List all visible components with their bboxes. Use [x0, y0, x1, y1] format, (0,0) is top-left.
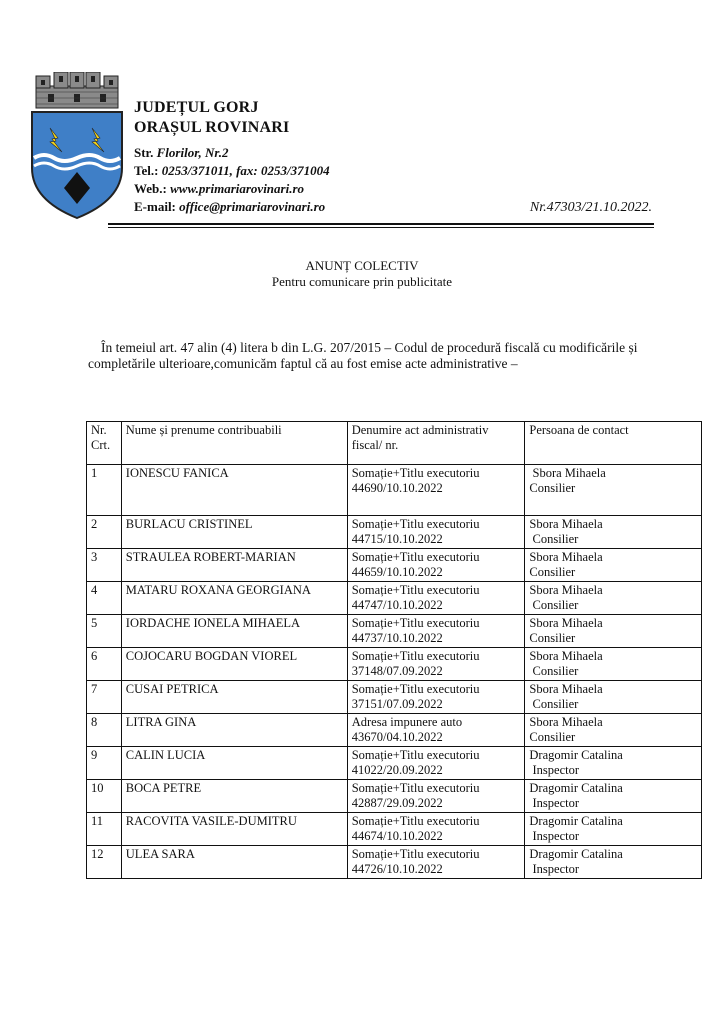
cell-contact-line: Consilier — [529, 481, 576, 495]
cell-name — [121, 465, 347, 516]
web-line — [134, 180, 330, 198]
cell-contact-line: Dragomir Catalina — [529, 748, 623, 762]
cell-act-line: 44737/10.10.2022 — [351, 631, 443, 645]
cell-name — [121, 681, 347, 714]
header-contact: Persoana de contact — [525, 422, 702, 465]
cell-contact — [525, 615, 702, 648]
cell-contact — [525, 681, 702, 714]
cell-name-line: IONESCU FANICA — [125, 466, 229, 480]
cell-act-line: Somație+Titlu executoriu — [351, 814, 480, 828]
cell-nr — [87, 780, 122, 813]
cell-name — [121, 549, 347, 582]
cell-act-line: 43670/04.10.2022 — [351, 730, 443, 744]
cell-act-line: 44747/10.10.2022 — [351, 598, 443, 612]
cell-contact-line: Consilier — [529, 697, 579, 711]
cell-nr — [87, 582, 122, 615]
cell-name-line: MATARU ROXANA GEORGIANA — [125, 583, 311, 597]
cell-contact — [525, 813, 702, 846]
cell-contact — [525, 714, 702, 747]
table-row — [87, 714, 702, 747]
cell-act-line: 41022/20.09.2022 — [351, 763, 443, 777]
cell-act-line: 37151/07.09.2022 — [351, 697, 443, 711]
cell-nr — [87, 648, 122, 681]
header-name: Nume și prenume contribuabili — [121, 422, 347, 465]
cell-act-line: 37148/07.09.2022 — [351, 664, 443, 678]
cell-act-line: Somație+Titlu executoriu — [351, 649, 480, 663]
cell-act — [347, 714, 525, 747]
cell-act-line: Somație+Titlu executoriu — [351, 583, 480, 597]
cell-contact-line: Sbora Mihaela — [529, 466, 606, 480]
coat-of-arms-icon — [28, 72, 126, 220]
cell-contact-line: Sbora Mihaela — [529, 517, 603, 531]
cell-contact — [525, 747, 702, 780]
intro-text: În temeiul art. 47 alin (4) litera b din L.G. 207/2015 – Codul de procedură fiscală cu modificările și completările ulterioare,comunicăm faptul că au fost emise acte administrative – — [88, 340, 638, 371]
title-subtitle: Pentru comunicare prin publicitate — [271, 274, 453, 289]
cell-nr — [87, 465, 122, 516]
cell-act-line: Somație+Titlu executoriu — [351, 781, 480, 795]
address-value: Florilor, Nr.2 — [156, 145, 229, 160]
cell-act-line: 44674/10.10.2022 — [351, 829, 443, 843]
cell-name — [121, 582, 347, 615]
cell-name-line: RACOVITA VASILE-DUMITRU — [125, 814, 297, 828]
cell-act — [347, 813, 525, 846]
cell-name — [121, 747, 347, 780]
cell-nr-line: 12 — [91, 847, 104, 861]
cell-nr-line: 2 — [91, 517, 98, 531]
cell-act-line: 44726/10.10.2022 — [351, 862, 443, 876]
county-name: JUDEȚUL GORJ — [134, 99, 259, 116]
phone-line — [134, 162, 330, 180]
cell-nr — [87, 516, 122, 549]
cell-contact — [525, 648, 702, 681]
table-row — [87, 813, 702, 846]
cell-contact-line: Consilier — [529, 598, 579, 612]
header-divider — [108, 223, 654, 225]
cell-act-line: 44690/10.10.2022 — [351, 481, 443, 495]
cell-name-line: ULEA SARA — [125, 847, 195, 861]
cell-name — [121, 615, 347, 648]
cell-contact — [525, 549, 702, 582]
cell-contact — [525, 846, 702, 879]
cell-contact — [525, 582, 702, 615]
cell-contact — [525, 780, 702, 813]
cell-act — [347, 465, 525, 516]
cell-name-line: IORDACHE IONELA MIHAELA — [125, 616, 301, 630]
cell-nr-line: 9 — [91, 748, 98, 762]
cell-nr — [87, 681, 122, 714]
cell-contact-line: Sbora Mihaela — [529, 550, 603, 564]
table-row — [87, 846, 702, 879]
address-line — [134, 144, 330, 162]
cell-act-line: Somație+Titlu executoriu — [351, 748, 480, 762]
cell-act-line: 42887/29.09.2022 — [351, 796, 443, 810]
cell-contact-line: Sbora Mihaela — [529, 583, 603, 597]
table-row — [87, 681, 702, 714]
cell-act — [347, 747, 525, 780]
cell-nr — [87, 747, 122, 780]
cell-act-line: Somație+Titlu executoriu — [351, 517, 480, 531]
cell-name — [121, 813, 347, 846]
cell-contact-line: Inspector — [529, 763, 580, 777]
cell-name-line: CUSAI PETRICA — [125, 682, 219, 696]
cell-nr — [87, 615, 122, 648]
town-name: ORAȘUL ROVINARI — [134, 119, 290, 136]
table-row — [87, 465, 702, 516]
cell-name-line: CALIN LUCIA — [125, 748, 206, 762]
email-line — [134, 198, 330, 216]
cell-act — [347, 681, 525, 714]
table-row — [87, 648, 702, 681]
cell-name-line: LITRA GINA — [125, 715, 197, 729]
cell-nr — [87, 549, 122, 582]
header-nr: Nr. Crt. — [87, 422, 122, 465]
cell-act-line: Somație+Titlu executoriu — [351, 847, 480, 861]
cell-contact — [525, 465, 702, 516]
cell-nr-line: 5 — [91, 616, 98, 630]
cell-name-line: COJOCARU BOGDAN VIOREL — [125, 649, 298, 663]
cell-contact-line: Sbora Mihaela — [529, 616, 603, 630]
cell-nr-line: 6 — [91, 649, 98, 663]
cell-act — [347, 582, 525, 615]
acts-table — [86, 421, 702, 879]
cell-nr-line: 1 — [91, 466, 98, 480]
cell-contact-line: Dragomir Catalina — [529, 814, 623, 828]
web-label: Web.: — [134, 181, 167, 196]
cell-contact-line: Consilier — [529, 631, 576, 645]
cell-contact-line: Inspector — [529, 796, 580, 810]
header-act: Denumire act administrativ fiscal/ nr. — [347, 422, 525, 465]
cell-name — [121, 846, 347, 879]
cell-contact — [525, 516, 702, 549]
letterhead — [134, 98, 330, 216]
cell-contact-line: Sbora Mihaela — [529, 649, 603, 663]
cell-nr-line: 7 — [91, 682, 98, 696]
table-row — [87, 516, 702, 549]
cell-act — [347, 615, 525, 648]
header-divider-thin — [108, 227, 654, 228]
cell-act-line: Somație+Titlu executoriu — [351, 550, 480, 564]
email-label: E-mail: — [134, 199, 176, 214]
cell-act-line: 44659/10.10.2022 — [351, 565, 443, 579]
phone-value: 0253/371011, fax: 0253/371004 — [161, 163, 330, 178]
intro-paragraph — [88, 340, 648, 372]
cell-name — [121, 780, 347, 813]
cell-nr — [87, 714, 122, 747]
cell-name — [121, 516, 347, 549]
table-row — [87, 615, 702, 648]
cell-contact-line: Consilier — [529, 532, 579, 546]
table-row — [87, 549, 702, 582]
cell-act — [347, 516, 525, 549]
cell-act-line: Somație+Titlu executoriu — [351, 466, 480, 480]
cell-nr-line: 8 — [91, 715, 98, 729]
cell-act — [347, 648, 525, 681]
cell-nr-line: 10 — [91, 781, 104, 795]
cell-act-line: 44715/10.10.2022 — [351, 532, 443, 546]
table-row — [87, 582, 702, 615]
cell-contact-line: Consilier — [529, 730, 576, 744]
cell-contact-line: Consilier — [529, 565, 576, 579]
cell-act-line: Somație+Titlu executoriu — [351, 682, 480, 696]
cell-contact-line: Sbora Mihaela — [529, 682, 603, 696]
cell-act — [347, 549, 525, 582]
cell-name-line: STRAULEA ROBERT-MARIAN — [125, 550, 296, 564]
announcement-title — [0, 258, 724, 290]
email-value[interactable]: office@primariarovinari.ro — [179, 199, 326, 214]
table-row — [87, 780, 702, 813]
cell-nr-line: 11 — [91, 814, 104, 828]
address-label: Str. — [134, 145, 154, 160]
cell-name — [121, 714, 347, 747]
web-value[interactable]: www.primariarovinari.ro — [170, 181, 305, 196]
cell-contact-line: Dragomir Catalina — [529, 781, 623, 795]
cell-contact-line: Inspector — [529, 862, 580, 876]
cell-contact-line: Inspector — [529, 829, 580, 843]
phone-label: Tel.: — [134, 163, 159, 178]
cell-name — [121, 648, 347, 681]
cell-nr-line: 3 — [91, 550, 98, 564]
cell-contact-line: Sbora Mihaela — [529, 715, 603, 729]
cell-act — [347, 780, 525, 813]
cell-nr — [87, 846, 122, 879]
cell-nr-line: 4 — [91, 583, 98, 597]
cell-nr — [87, 813, 122, 846]
cell-name-line: BURLACU CRISTINEL — [125, 517, 253, 531]
cell-act — [347, 846, 525, 879]
cell-act-line: Adresa impunere auto — [351, 715, 463, 729]
title-main: ANUNȚ COLECTIV — [305, 258, 419, 273]
cell-act-line: Somație+Titlu executoriu — [351, 616, 480, 630]
cell-contact-line: Consilier — [529, 664, 579, 678]
table-header-row — [87, 422, 702, 465]
table-row — [87, 747, 702, 780]
reference-number: Nr.47303/21.10.2022. — [529, 200, 652, 215]
cell-contact-line: Dragomir Catalina — [529, 847, 623, 861]
cell-name-line: BOCA PETRE — [125, 781, 202, 795]
